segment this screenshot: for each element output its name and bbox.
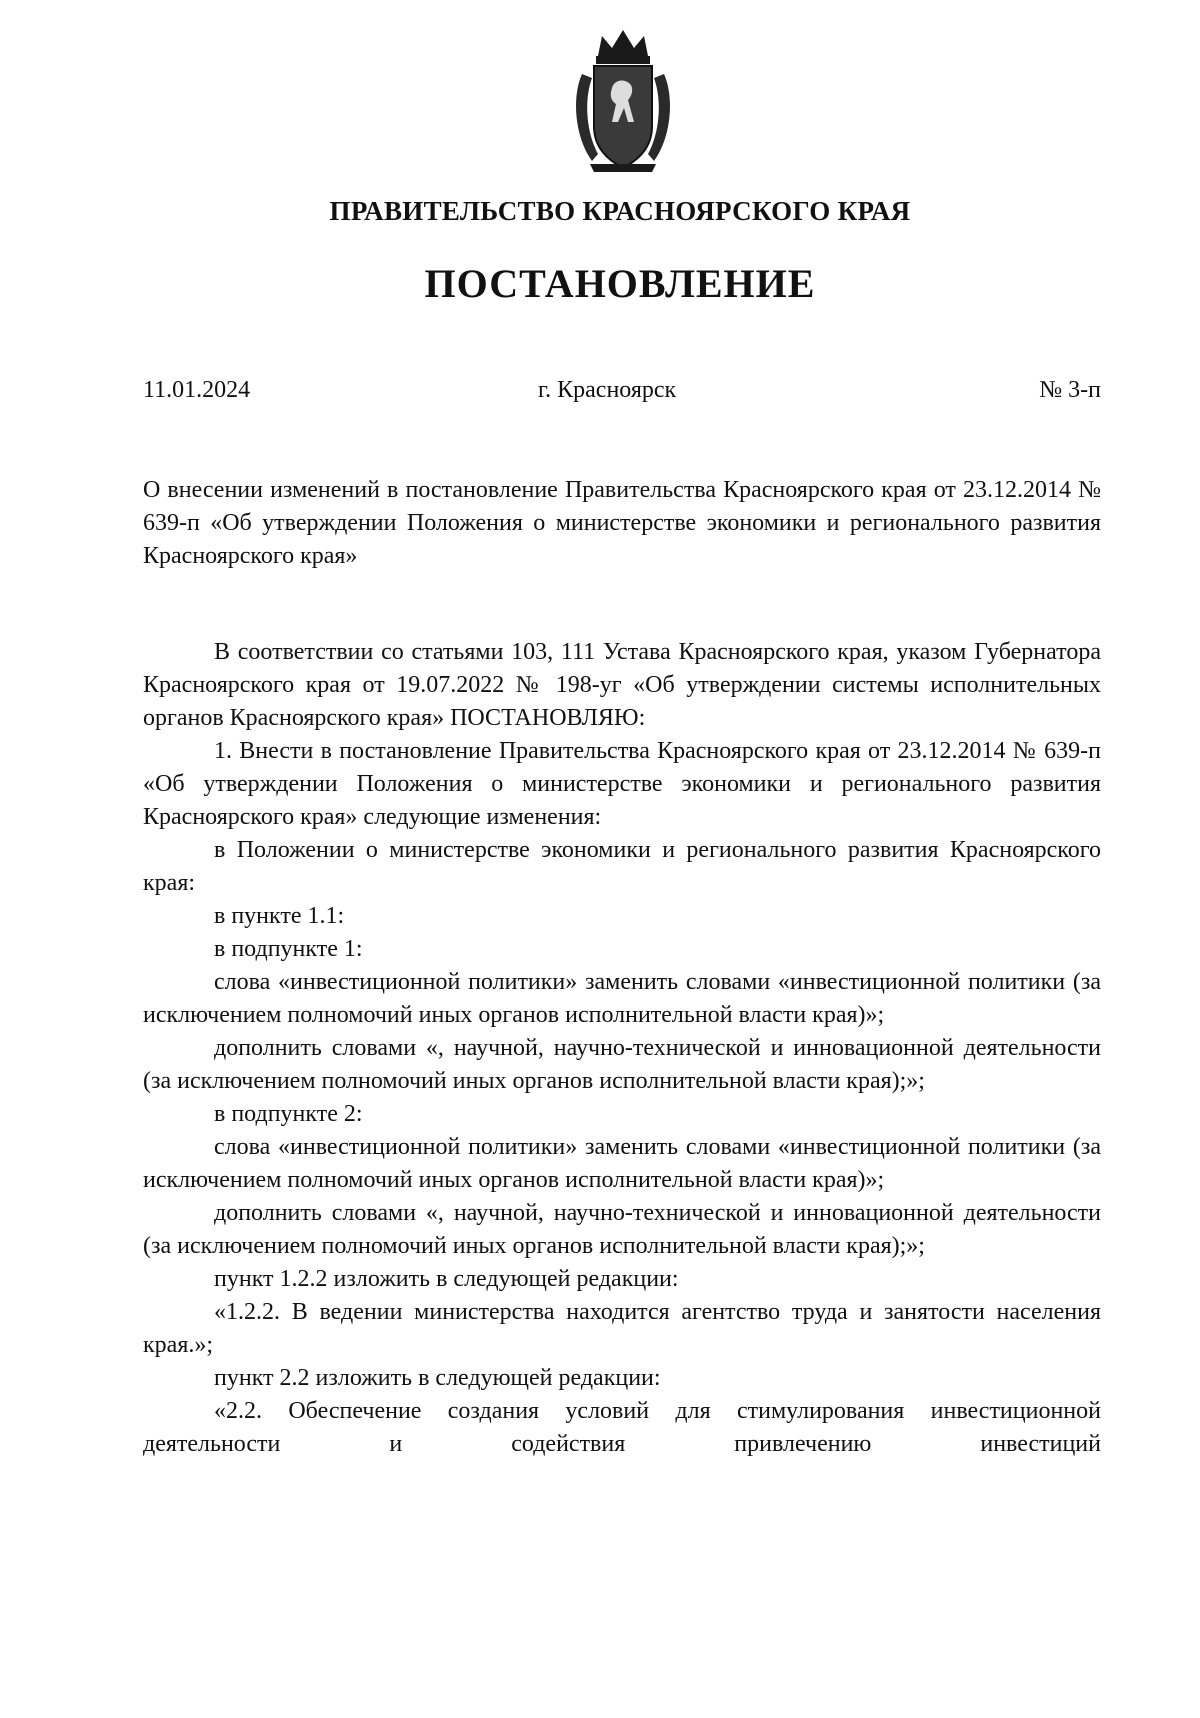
paragraph: в подпункте 1:	[214, 936, 363, 962]
document-title: О внесении изменений в постановление Правительства Красноярского края от 23.12.2014 № 639-п «Об утверждении Положения о министерстве экономики и регионального развития Красноярского края»	[143, 477, 1101, 569]
paragraph: в пункте 1.1:	[214, 903, 345, 929]
document-body	[143, 636, 1101, 1461]
document-city: г. Красноярск	[538, 377, 677, 403]
paragraph: пункт 2.2 изложить в следующей редакции:	[214, 1365, 661, 1391]
paragraph: дополнить словами «, научной, научно-технической и инновационной деятельности (за исключением полномочий иных органов исполнительной власти края);»;	[143, 1035, 1101, 1094]
paragraph: дополнить словами «, научной, научно-технической и инновационной деятельности (за исключением полномочий иных органов исполнительной власти края);»;	[143, 1200, 1101, 1259]
paragraph: «1.2.2. В ведении министерства находится агентство труда и занятости населения края.»;	[143, 1299, 1101, 1358]
paragraph: в Положении о министерстве экономики и регионального развития Красноярского края:	[143, 837, 1101, 896]
document-date: 11.01.2024	[143, 377, 251, 403]
document-type-heading: ПОСТАНОВЛЕНИЕ	[424, 261, 816, 306]
document-number: № 3-п	[1039, 377, 1101, 403]
paragraph: пункт 1.2.2 изложить в следующей редакции:	[214, 1266, 679, 1292]
krasnoyarsk-coat-of-arms-icon	[568, 26, 678, 176]
government-name: ПРАВИТЕЛЬСТВО КРАСНОЯРСКОГО КРАЯ	[329, 196, 911, 226]
paragraph: в подпункте 2:	[214, 1101, 363, 1127]
paragraph: «2.2. Обеспечение создания условий для стимулирования инвестиционной деятельности и содействия привлечению инвестиций	[143, 1398, 1101, 1457]
paragraph: В соответствии со статьями 103, 111 Устава Красноярского края, указом Губернатора Красноярского края от 19.07.2022 № 198-уг «Об утверждении системы исполнительных органов Красноярского края» ПОСТАНОВЛЯЮ:	[143, 639, 1101, 731]
paragraph: слова «инвестиционной политики» заменить словами «инвестиционной политики (за исключением полномочий иных органов исполнительной власти края)»;	[143, 1134, 1101, 1193]
paragraph: слова «инвестиционной политики» заменить словами «инвестиционной политики (за исключением полномочий иных органов исполнительной власти края)»;	[143, 969, 1101, 1028]
paragraph: 1. Внести в постановление Правительства Красноярского края от 23.12.2014 № 639-п «Об утверждении Положения о министерстве экономики и регионального развития Красноярского края» следующие изменения:	[143, 738, 1101, 830]
